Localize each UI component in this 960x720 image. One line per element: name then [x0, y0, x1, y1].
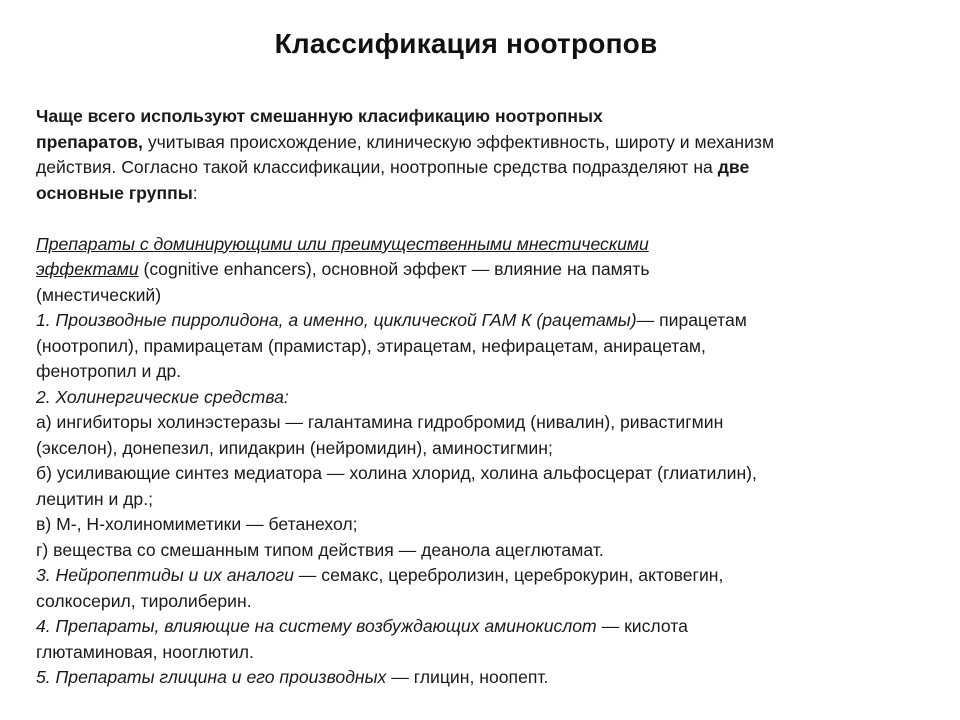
group-line-1 [36, 232, 932, 258]
group-text: (мнестический) [36, 284, 162, 305]
item-2g-line [36, 538, 932, 564]
intro-line-4 [36, 181, 932, 207]
item-text: б) усиливающие синтез медиатора — холина хлорид, холина альфосцерат (глиатилин), [36, 463, 757, 483]
item-text: г) вещества со смешанным типом действия — деанола ацеглютамат. [36, 539, 604, 560]
item-1-line-2 [36, 334, 932, 360]
item-1-line-3 [36, 359, 932, 385]
item-heading: 4. Препараты, влияющие на систему возбуждающих аминокислот [36, 616, 597, 636]
slide-title: Классификация ноотропов [274, 28, 658, 59]
group-heading: Препараты с доминирующими или преимущественными мнестическими [36, 233, 649, 254]
item-heading: 2. Холинергические средства: [36, 386, 289, 407]
item-3-line-2 [36, 589, 932, 615]
item-text: в) М-, Н-холиномиметики — бетанехол; [36, 514, 358, 534]
item-text: — семакс, церебролизин, цереброкурин, актовегин, [293, 565, 724, 585]
item-2b-line-1 [36, 461, 932, 487]
intro-bold: препаратов, [36, 131, 143, 152]
item-text: — кислота [596, 616, 688, 636]
item-heading: 3. Нейропептиды и их аналоги [36, 565, 294, 585]
intro-line-1 [36, 104, 932, 130]
item-text: (экселон), донепезил, ипидакрин (нейромидин), аминостигмин; [36, 437, 553, 458]
item-5-line-1 [36, 665, 932, 691]
item-4-line-1 [36, 614, 932, 640]
item-2a-line-2 [36, 436, 932, 462]
item-2a-line-1 [36, 410, 932, 436]
item-heading: 5. Препараты глицина и его производных [36, 667, 387, 687]
intro-line-3 [36, 155, 932, 181]
intro-bold: основные группы [36, 182, 193, 203]
intro-bold: две [717, 157, 750, 177]
item-1-line-1 [36, 308, 932, 334]
spacer [36, 206, 932, 232]
item-4-line-2 [36, 640, 932, 666]
item-text: — пирацетам [636, 310, 747, 330]
item-3-line-1 [36, 563, 932, 589]
item-heading: 1. Производные пирролидона, а именно, циклической ГАМ К (рацетамы) [36, 310, 637, 330]
item-text: — глицин, ноопепт. [386, 667, 549, 687]
group-line-3 [36, 283, 932, 309]
group-text: (cognitive enhancers), основной эффект — влияние на память [138, 259, 650, 279]
item-text: солкосерил, тиролиберин. [36, 590, 252, 611]
item-2v-line [36, 512, 932, 538]
item-2-heading [36, 385, 932, 411]
item-text: а) ингибиторы холинэстеразы — галантамина гидробромид (нивалин), ривастигмин [36, 412, 724, 432]
slide-body [36, 104, 932, 691]
item-text: лецитин и др.; [36, 488, 153, 509]
item-text: глютаминовая, нооглютил. [36, 641, 254, 662]
item-2b-line-2 [36, 487, 932, 513]
item-text: (ноотропил), прамирацетам (прамистар), этирацетам, нефирацетам, анирацетам, [36, 335, 706, 356]
item-text: фенотропил и др. [36, 361, 182, 381]
intro-bold: Чаще всего используют смешанную класификацию ноотропных [36, 106, 603, 126]
intro-text: действия. Согласно такой классификации, ноотропные средства подразделяют на [36, 157, 718, 177]
intro-text: учитывая происхождение, клиническую эффективность, широту и механизм [142, 131, 775, 152]
intro-line-2 [36, 130, 932, 156]
intro-text: : [192, 182, 198, 203]
group-heading: эффектами [36, 259, 139, 279]
group-line-2 [36, 257, 932, 283]
